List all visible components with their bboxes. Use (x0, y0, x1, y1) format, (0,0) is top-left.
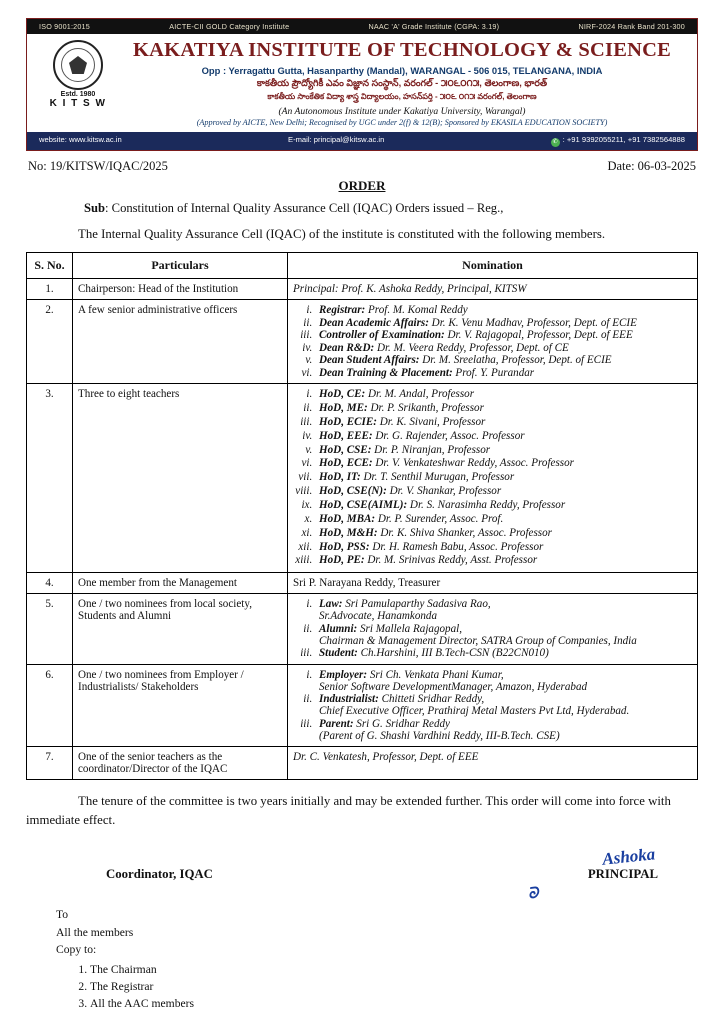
phone-label: : +91 9392055211, +91 7382564888 (562, 134, 685, 144)
order-date: Date: 06-03-2025 (607, 158, 696, 173)
institute-address: Opp : Yerragattu Gutta, Hasanparthy (Mandal), WARANGAL - 506 015, TELANGANA, INDIA (201, 64, 603, 76)
email-label[interactable]: E-mail: principal@kitsw.ac.in (288, 134, 385, 144)
item-role: HoD, M&H: (319, 526, 378, 539)
item-detail: Dr. M. Srinivas Reddy, Asst. Professor (364, 554, 538, 567)
item-role: HoD, CE: (319, 388, 366, 401)
item-role: Alumni: (319, 622, 358, 635)
tenure-paragraph: The tenure of the committee is two years initially and may be extended further. This order will come into force with immediate effect. (26, 794, 671, 827)
item-role: HoD, CSE(AIML): (319, 498, 408, 511)
item-detail: Dr. S. Narasimha Reddy, Professor (407, 498, 566, 511)
col-header-sno: S. No. (27, 253, 73, 279)
item-detail: Dr. P. Srikanth, Professor (367, 401, 484, 414)
cell-nomination (288, 384, 698, 573)
institute-name-telugu: కాకతీయ ప్రౌద్యోగికీ ఎవం విజ్ఞాన సంస్థాన్, వరంగల్ - ౫౦౬౦౧౫, తెలంగాణ, భారత్ (256, 77, 548, 88)
list-item (315, 367, 692, 379)
to-label: To (56, 908, 69, 922)
item-subdetail: Senior Software DevelopmentManager, Amazon, Hyderabad (319, 680, 588, 693)
item-role: Industrialist: (319, 693, 379, 706)
subject-text: : Constitution of Internal Quality Assurance Cell (IQAC) Orders issued – Reg., (105, 200, 504, 215)
item-detail: Dr. P. Surender, Assoc. Prof. (375, 512, 504, 525)
item-role: HoD, CSE: (319, 443, 372, 456)
item-role: Dean Academic Affairs: (319, 316, 429, 329)
item-role: HoD, ME: (319, 401, 368, 414)
distribution-list (26, 906, 698, 1012)
cell-particulars: One member from the Management (73, 573, 288, 594)
item-role: Registrar: (319, 304, 366, 317)
cell-nomination (288, 664, 698, 747)
item-role: HoD, MBA: (319, 512, 376, 525)
approval-note: (Approved by AICTE, New Delhi; Recognised by UGC under 2(f) & 12(B); Sponsored by EKASILA EDUCATION SOCIETY) (196, 117, 608, 127)
item-role: Student: (319, 647, 358, 660)
cell-sno: 5. (27, 594, 73, 665)
accreditation-nirf: NIRF-2024 Rank Band 201-300 (578, 22, 685, 31)
list-item (315, 598, 692, 622)
cell-nomination (288, 300, 698, 384)
cell-particulars: One / two nominees from local society, Students and Alumni (73, 594, 288, 665)
list-item (315, 669, 692, 693)
col-header-particulars: Particulars (73, 253, 288, 279)
logo-estd-label: Estd. 1980 (60, 91, 96, 98)
signature-area (26, 844, 698, 903)
letterhead-contact-bar (27, 132, 697, 150)
members-table (26, 252, 698, 780)
cell-particulars: One of the senior teachers as the coordinator/Director of the IQAC (73, 747, 288, 780)
phone-block (551, 135, 685, 147)
item-role: Dean Student Affairs: (319, 354, 420, 367)
list-item: 1. The Chairman (90, 961, 698, 978)
accreditation-iso: ISO 9001:2015 (39, 22, 90, 31)
list-item (315, 354, 692, 366)
table-row (27, 594, 698, 665)
initials-mark: ᘐ (526, 885, 540, 903)
table-row (27, 664, 698, 747)
item-role: Employer: (319, 668, 368, 681)
item-detail: Dr. K. Sivani, Professor (376, 415, 486, 428)
subject-line (26, 201, 698, 216)
item-detail: Dr. M. Sreelatha, Professor, Dept. of ECIE (419, 354, 612, 367)
cell-sno: 4. (27, 573, 73, 594)
table-row (27, 573, 698, 594)
letterhead-body (27, 34, 697, 129)
item-role: HoD, EEE: (319, 429, 373, 442)
accreditation-aicte: AICTE-CII GOLD Category Institute (169, 22, 290, 31)
website-label[interactable]: website: www.kitsw.ac.in (39, 134, 122, 144)
list-item (315, 499, 692, 513)
letterhead (26, 18, 698, 151)
nomination-list (293, 388, 692, 568)
item-subdetail: Chairman & Management Director, SATRA Group of Companies, India (319, 634, 637, 647)
copy-to-list (56, 961, 698, 1013)
item-detail: Dr. V. Shankar, Professor (386, 485, 502, 498)
item-detail: Dr. T. Senthil Murugan, Professor (360, 471, 515, 484)
list-item (315, 329, 692, 341)
item-detail: Dr. V. Venkateshwar Reddy, Assoc. Professor (372, 457, 574, 470)
item-role: HoD, CSE(N): (319, 485, 387, 498)
cell-particulars: Chairperson: Head of the Institution (73, 279, 288, 300)
principal-signature-block (526, 844, 658, 903)
principal-label: PRINCIPAL (587, 867, 658, 882)
item-detail: Dr. M. Andal, Professor (365, 388, 475, 401)
list-item (315, 444, 692, 458)
item-role: HoD, PE: (319, 554, 365, 567)
list-item (315, 317, 692, 329)
item-role: Parent: (319, 717, 354, 730)
item-detail: Ch.Harshini, III B.Tech-CSN (B22CN010) (357, 647, 549, 660)
cell-nomination: Dr. C. Venkatesh, Professor, Dept. of EEE (288, 747, 698, 780)
list-item (315, 457, 692, 471)
cell-sno: 6. (27, 664, 73, 747)
item-detail: Dr. K. Venu Madhav, Professor, Dept. of ECIE (428, 316, 637, 329)
list-item (315, 342, 692, 354)
list-item (315, 471, 692, 485)
list-item (315, 527, 692, 541)
cell-sno: 1. (27, 279, 73, 300)
letterhead-accreditation-bar (27, 19, 697, 34)
accreditation-naac: NAAC 'A' Grade Institute (CGPA: 3.19) (368, 22, 500, 31)
item-detail: Sri G. Sridhar Reddy (353, 717, 450, 730)
institute-logo (35, 38, 121, 109)
list-item (315, 416, 692, 430)
cell-particulars: A few senior administrative officers (73, 300, 288, 384)
institute-name: KAKATIYA INSTITUTE OF TECHNOLOGY & SCIENCE (133, 39, 671, 61)
phone-icon: ✆ (552, 138, 558, 145)
cell-sno: 2. (27, 300, 73, 384)
list-item (315, 554, 692, 568)
cell-sno: 7. (27, 747, 73, 780)
item-detail: Dr. V. Rajagopal, Professor, Dept. of EEE (444, 329, 633, 342)
item-detail: Prof. Y. Purandar (452, 366, 535, 379)
item-detail: Sri Ch. Venkata Phani Kumar, (367, 668, 504, 681)
copy-to-label: Copy to: (56, 943, 97, 957)
item-detail: Dr. K. Shiva Shanker, Assoc. Professor (377, 526, 552, 539)
item-detail: Dr. H. Ramesh Babu, Assoc. Professor (369, 540, 544, 553)
list-item: 3. All the AAC members (90, 995, 698, 1012)
cell-nomination: Principal: Prof. K. Ashoka Reddy, Principal, KITSW (288, 279, 698, 300)
subject-label: Sub (84, 200, 106, 215)
item-role: Dean Training & Placement: (319, 366, 453, 379)
list-item (315, 304, 692, 316)
table-row (27, 384, 698, 573)
list-item: 2. The Registrar (90, 978, 698, 995)
item-detail: Sri Mallela Rajagopal, (357, 622, 463, 635)
all-members-label: All the members (56, 925, 134, 939)
list-item (315, 623, 692, 647)
item-detail: Prof. M. Komal Reddy (365, 304, 468, 317)
order-number: No: 19/KITSW/IQAC/2025 (28, 158, 168, 173)
item-role: HoD, ECE: (319, 457, 373, 470)
list-item (315, 647, 692, 659)
item-detail: Chitteti Sridhar Reddy, (378, 693, 485, 706)
col-header-nomination: Nomination (288, 253, 698, 279)
item-role: Controller of Examination: (319, 329, 445, 342)
list-item (315, 388, 692, 402)
item-subdetail: Sr.Advocate, Hanamkonda (319, 610, 438, 623)
item-role: HoD, IT: (319, 471, 361, 484)
cell-sno: 3. (27, 384, 73, 573)
emblem-icon (53, 40, 103, 90)
nomination-list (293, 304, 692, 379)
nomination-list (293, 598, 692, 659)
institute-address-telugu: కాకతీయ సాంకేతిక విద్యా శాస్త్ర విద్యాలయం, హసన్‌పర్తి - ౫౦౬ ౦౧౫ వరంగల్, తెలంగాణ (267, 91, 537, 101)
cell-particulars: Three to eight teachers (73, 384, 288, 573)
item-detail: Dr. G. Rajender, Assoc. Professor (372, 429, 525, 442)
item-detail: Dr. P. Niranjan, Professor (371, 443, 491, 456)
list-item (315, 693, 692, 717)
cell-nomination (288, 594, 698, 665)
reference-row (26, 159, 698, 174)
item-role: HoD, PSS: (319, 540, 370, 553)
item-detail: Sri Pamulaparthy Sadasiva Rao, (342, 598, 491, 611)
item-role: Dean R&D: (319, 341, 375, 354)
list-item (315, 430, 692, 444)
list-item (315, 541, 692, 555)
table-row (27, 300, 698, 384)
intro-paragraph: The Internal Quality Assurance Cell (IQAC) of the institute is constituted with the following members. (78, 226, 606, 241)
item-subdetail: Chief Executive Officer, Prathiraj Metal Masters Pvt Ltd, Hyderabad. (319, 705, 630, 718)
table-header-row (27, 253, 698, 279)
signature-mark: Ashoka (601, 844, 656, 870)
letterhead-text (121, 38, 689, 127)
cell-nomination: Sri P. Narayana Reddy, Treasurer (288, 573, 698, 594)
list-item (315, 402, 692, 416)
table-row (27, 747, 698, 780)
table-row (27, 279, 698, 300)
cell-particulars: One / two nominees from Employer / Industrialists/ Stakeholders (73, 664, 288, 747)
item-role: Law: (319, 598, 343, 611)
item-subdetail: (Parent of G. Shashi Vardhini Reddy, III-B.Tech. CSE) (319, 729, 560, 742)
nomination-list (293, 669, 692, 742)
page-title: ORDER (338, 177, 386, 193)
list-item (315, 485, 692, 499)
list-item (315, 718, 692, 742)
autonomous-note: (An Autonomous Institute under Kakatiya University, Warangal) (278, 105, 526, 117)
logo-abbr-label: K I T S W (49, 98, 107, 109)
item-role: HoD, ECIE: (319, 415, 377, 428)
coordinator-signature-label: Coordinator, IQAC (106, 867, 213, 882)
item-detail: Dr. M. Veera Reddy, Professor, Dept. of CE (374, 341, 569, 354)
list-item (315, 513, 692, 527)
